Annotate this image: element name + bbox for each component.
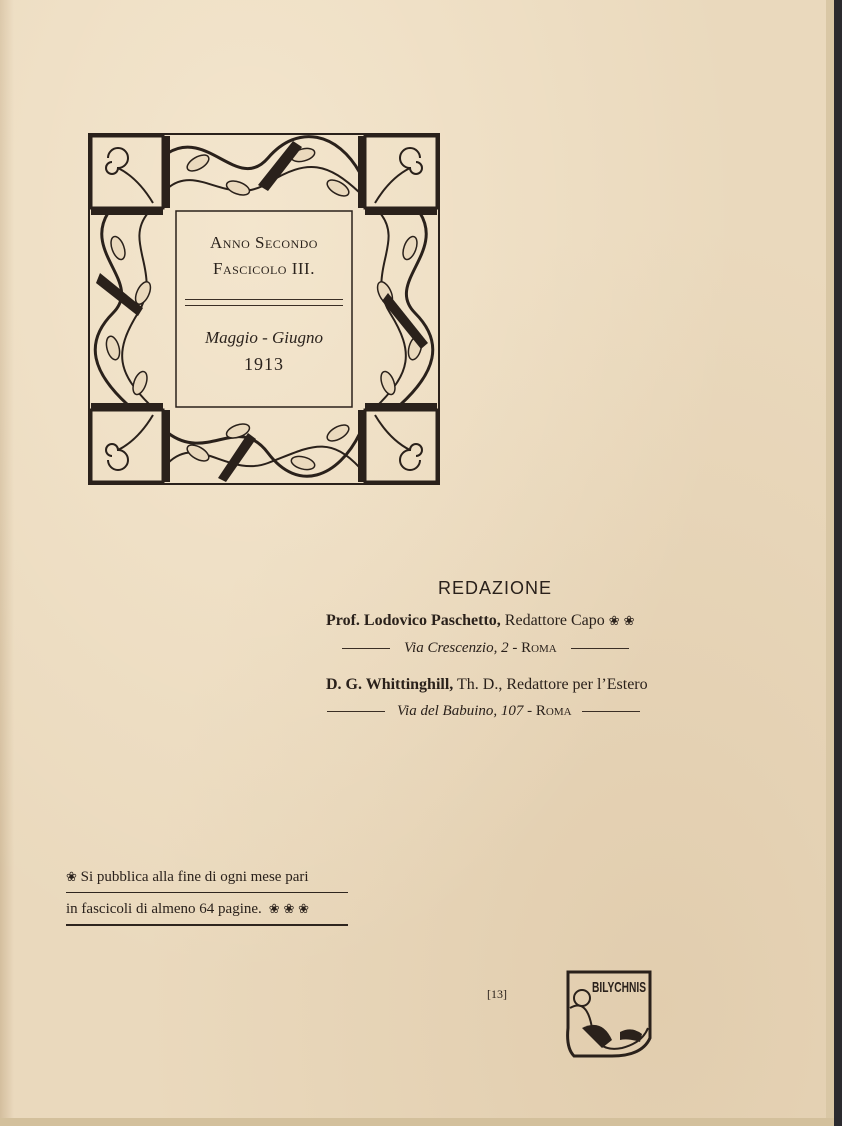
publication-line-2 xyxy=(66,897,348,926)
floral-leaf-icon: ❀ xyxy=(265,901,280,916)
publication-note xyxy=(66,865,348,926)
editor1-role: Redattore Capo xyxy=(504,612,605,629)
editor1-city: Roma xyxy=(521,640,557,656)
frame-caption xyxy=(176,211,352,375)
address-rule-left xyxy=(342,648,390,649)
ornamental-frame xyxy=(88,133,440,485)
editor2-address xyxy=(327,703,640,720)
floral-leaf-icon: ❀ xyxy=(298,901,309,916)
issue-months: Maggio - Giugno xyxy=(204,328,324,347)
address-rule-right xyxy=(582,711,640,712)
publication-line-1 xyxy=(66,865,348,893)
publication-text-2: in fascicoli di almeno 64 pagine. xyxy=(66,901,262,917)
address-rule-right xyxy=(571,648,629,649)
issue-number-label: Fascicolo III. xyxy=(213,259,315,278)
bilychnis-emblem-icon xyxy=(562,968,656,1062)
redazione-heading: REDAZIONE xyxy=(437,578,552,598)
issue-year-label: Anno Secondo xyxy=(210,233,318,252)
editor1-address xyxy=(342,640,629,657)
page-number: [13] xyxy=(487,987,507,1001)
editor1-name: Prof. Lodovico Paschetto, xyxy=(326,612,501,629)
floral-leaf-icon: ❀ xyxy=(608,613,620,628)
publication-text-1: Si pubblica alla fine di ogni mese pari xyxy=(80,869,309,885)
address-rule-left xyxy=(327,711,385,712)
double-rule-divider xyxy=(185,299,343,306)
issue-year: 1913 xyxy=(244,354,284,374)
page-edge-right xyxy=(826,0,834,1126)
editor2-name: D. G. Whittinghill, xyxy=(326,676,454,693)
floral-leaf-icon: ❀ xyxy=(623,613,635,628)
editor2-street: Via del Babuino, 107 - xyxy=(397,703,533,719)
emblem-text: BILYCHNIS xyxy=(592,979,646,996)
floral-leaf-icon: ❀ xyxy=(66,869,77,884)
editor2-line xyxy=(326,676,648,694)
floral-leaf-icon: ❀ xyxy=(283,901,295,916)
editor1-street: Via Crescenzio, 2 - xyxy=(404,640,518,656)
editor2-city: Roma xyxy=(535,703,572,719)
page-edge-bottom xyxy=(0,1118,834,1126)
editor1-line xyxy=(326,612,635,630)
editor2-role: Th. D., Redattore per l’Estero xyxy=(457,676,648,693)
